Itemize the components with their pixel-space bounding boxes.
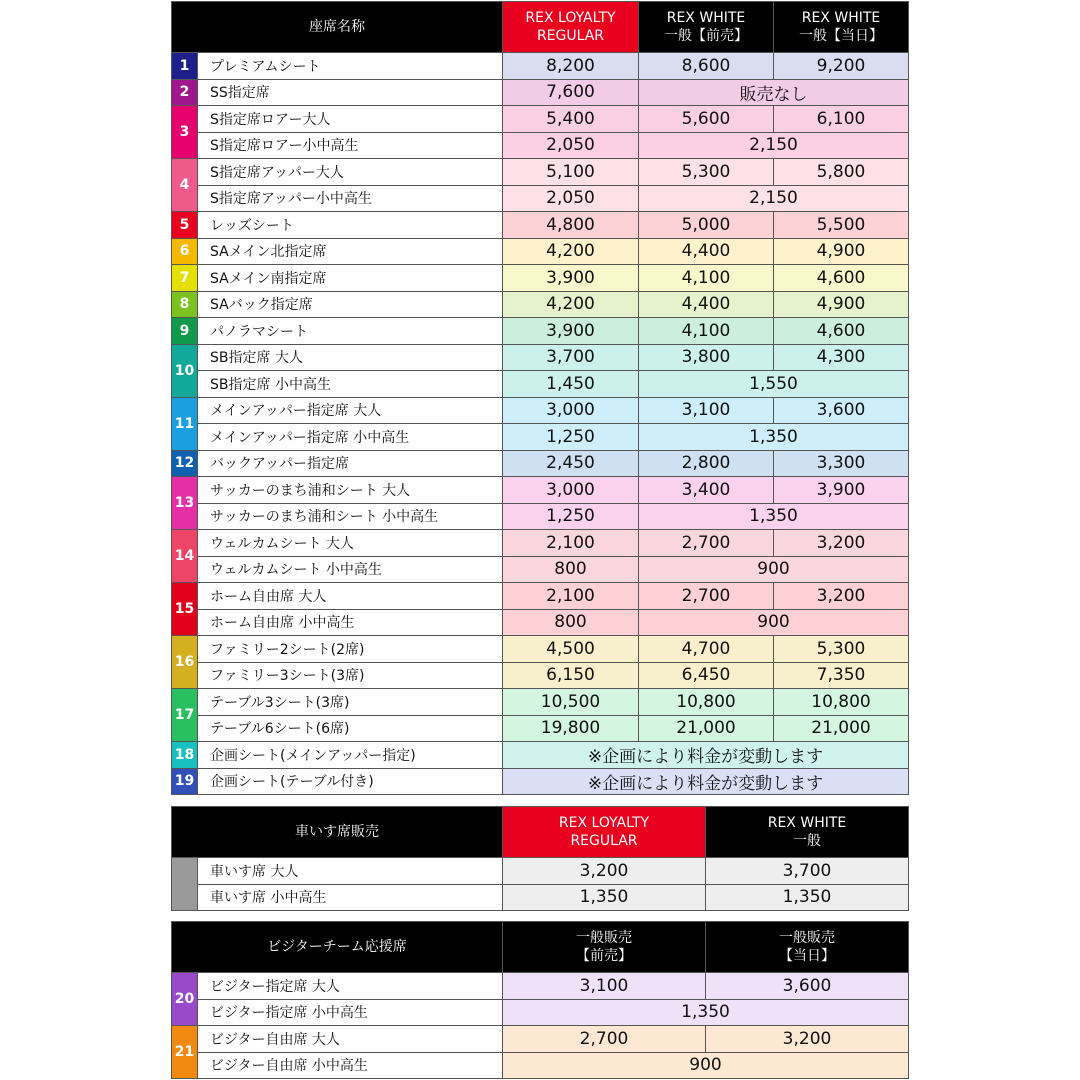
- price-general-dayof: 3,600: [706, 973, 909, 1000]
- seat-number-badge: 10: [172, 344, 198, 397]
- price-rex-white-advance: 5,300: [639, 159, 774, 186]
- seat-number-badge: 15: [172, 583, 198, 636]
- table-row: [172, 371, 909, 398]
- price-rex-loyalty: 1,250: [503, 503, 639, 530]
- seat-number-badge: 12: [172, 450, 198, 477]
- price-rex-loyalty: 10,500: [503, 689, 639, 716]
- seat-name: 車いす席 大人: [198, 858, 503, 885]
- table-row: [172, 689, 909, 716]
- price-rex-loyalty: 4,500: [503, 636, 639, 663]
- header-text: REX WHITE: [666, 10, 746, 26]
- price-rex-white-dayof: 3,200: [774, 530, 909, 557]
- seat-number-badge: 13: [172, 477, 198, 530]
- seat-name: パノラマシート: [198, 318, 503, 345]
- price-rex-white-dayof: 21,000: [774, 715, 909, 742]
- table-row: [172, 662, 909, 689]
- price-rex-loyalty: 3,900: [503, 318, 639, 345]
- price-rex-white-dayof: 4,600: [774, 265, 909, 292]
- seat-name: SAメイン南指定席: [198, 265, 503, 292]
- price-rex-white-advance: 3,800: [639, 344, 774, 371]
- header-text: 一般【当日】: [799, 28, 883, 44]
- seat-name: S指定席ロアー大人: [198, 106, 503, 133]
- price-rex-white-advance: 4,400: [639, 291, 774, 318]
- price-rex-loyalty: 2,050: [503, 185, 639, 212]
- seat-name: プレミアムシート: [198, 53, 503, 80]
- seat-name: 企画シート(テーブル付き): [198, 768, 503, 795]
- price-rex-white-dayof: 9,200: [774, 53, 909, 80]
- table-row: [172, 344, 909, 371]
- price-rex-white-dayof: 4,300: [774, 344, 909, 371]
- seat-number-badge: 2: [172, 79, 198, 106]
- price-rex-loyalty: 7,600: [503, 79, 639, 106]
- price-rex-white-advance: 2,700: [639, 583, 774, 610]
- header-rex-loyalty: [503, 807, 706, 858]
- wheelchair-header-row: [172, 807, 909, 858]
- header-text: REX LOYALTY: [558, 815, 650, 831]
- table-row: [172, 291, 909, 318]
- seat-name: ファミリー2シート(2席): [198, 636, 503, 663]
- seat-name: レッズシート: [198, 212, 503, 239]
- price-rex-loyalty: 8,200: [503, 53, 639, 80]
- price-rex-white-advance: 10,800: [639, 689, 774, 716]
- price-rex-loyalty: 5,400: [503, 106, 639, 133]
- seat-name: ホーム自由席 大人: [198, 583, 503, 610]
- seat-name: メインアッパー指定席 大人: [198, 397, 503, 424]
- price-rex-white-advance: 4,100: [639, 265, 774, 292]
- price-rex-white-dayof: 7,350: [774, 662, 909, 689]
- price-rex-white-dayof: 3,900: [774, 477, 909, 504]
- header-rex-white-dayof: [774, 2, 909, 53]
- header-visitor: ビジターチーム応援席: [172, 922, 503, 973]
- price-rex-white-advance: 2,700: [639, 530, 774, 557]
- seat-name: SAバック指定席: [198, 291, 503, 318]
- table-row: [172, 858, 909, 885]
- table-row: [172, 973, 909, 1000]
- price-rex-loyalty: 3,000: [503, 477, 639, 504]
- seat-number-badge: [172, 858, 198, 911]
- table-row: [172, 450, 909, 477]
- table-row: [172, 556, 909, 583]
- price-rex-white-dayof: 6,100: [774, 106, 909, 133]
- seat-name: ビジター指定席 大人: [198, 973, 503, 1000]
- table-row: [172, 132, 909, 159]
- table-row: [172, 1026, 909, 1053]
- seat-number-badge: 1: [172, 53, 198, 80]
- table-row: [172, 768, 909, 795]
- price-rex-white: 900: [639, 556, 909, 583]
- price-rex-loyalty: 4,800: [503, 212, 639, 239]
- price-rex-loyalty: 5,100: [503, 159, 639, 186]
- seat-number-badge: 16: [172, 636, 198, 689]
- seat-name: バックアッパー指定席: [198, 450, 503, 477]
- header-text: 一般【前売】: [664, 28, 748, 44]
- seat-number-badge: 4: [172, 159, 198, 212]
- seat-name: テーブル3シート(3席): [198, 689, 503, 716]
- price-rex-white-advance: 3,100: [639, 397, 774, 424]
- seat-name: ビジター指定席 小中高生: [198, 999, 503, 1026]
- table-row: [172, 238, 909, 265]
- price-rex-loyalty: 3,900: [503, 265, 639, 292]
- seat-name: メインアッパー指定席 小中高生: [198, 424, 503, 451]
- table-row: [172, 424, 909, 451]
- price-rex-white: 1,550: [639, 371, 909, 398]
- seat-name: 車いす席 小中高生: [198, 884, 503, 911]
- price-general-advance: 2,700: [503, 1026, 706, 1053]
- seat-number-badge: 11: [172, 397, 198, 450]
- seat-number-badge: 20: [172, 973, 198, 1026]
- price-rex-white-dayof: 4,900: [774, 238, 909, 265]
- price-rex-white-dayof: 3,600: [774, 397, 909, 424]
- table-row: [172, 53, 909, 80]
- seat-name: SB指定席 大人: [198, 344, 503, 371]
- seat-name: ウェルカムシート 小中高生: [198, 556, 503, 583]
- price-rex-white-advance: 4,400: [639, 238, 774, 265]
- seat-name: S指定席アッパー大人: [198, 159, 503, 186]
- header-text: REX WHITE: [767, 815, 847, 831]
- table-row: [172, 742, 909, 769]
- price-rex-white-advance: 21,000: [639, 715, 774, 742]
- seat-number-badge: 5: [172, 212, 198, 239]
- seat-number-badge: 19: [172, 768, 198, 795]
- price-rex-white-dayof: 3,200: [774, 583, 909, 610]
- seat-name: ビジター自由席 小中高生: [198, 1052, 503, 1079]
- seat-number-badge: 21: [172, 1026, 198, 1079]
- price-rex-white-dayof: 5,500: [774, 212, 909, 239]
- seat-name: ホーム自由席 小中高生: [198, 609, 503, 636]
- price-rex-loyalty: 2,100: [503, 530, 639, 557]
- seat-number-badge: 3: [172, 106, 198, 159]
- header-text: 一般販売: [576, 930, 633, 946]
- seat-number-badge: 18: [172, 742, 198, 769]
- visitor-header-row: [172, 922, 909, 973]
- seat-number-badge: 9: [172, 318, 198, 345]
- price-rex-white-dayof: 3,300: [774, 450, 909, 477]
- header-text: REGULAR: [570, 833, 638, 849]
- table-row: [172, 636, 909, 663]
- header-general-dayof: [706, 922, 909, 973]
- price-rex-white: 900: [639, 609, 909, 636]
- table-row: [172, 884, 909, 911]
- header-text: 一般販売: [779, 930, 836, 946]
- seat-number-badge: 17: [172, 689, 198, 742]
- table-row: [172, 212, 909, 239]
- table-row: [172, 503, 909, 530]
- price-rex-white-dayof: 5,300: [774, 636, 909, 663]
- seat-name: S指定席アッパー小中高生: [198, 185, 503, 212]
- price-rex-white-advance: 5,600: [639, 106, 774, 133]
- header-text: REGULAR: [536, 28, 605, 44]
- seat-name: ウェルカムシート 大人: [198, 530, 503, 557]
- price-rex-loyalty: 3,000: [503, 397, 639, 424]
- price-rex-white: 販売なし: [639, 79, 909, 106]
- price-rex-loyalty: 1,350: [503, 884, 706, 911]
- price-note: ※企画により料金が変動します: [503, 742, 909, 769]
- table-row: [172, 715, 909, 742]
- price-rex-white-advance: 4,100: [639, 318, 774, 345]
- price-general-advance: 3,100: [503, 973, 706, 1000]
- header-text: 一般: [793, 833, 821, 849]
- table-row: [172, 1052, 909, 1079]
- price-rex-white-dayof: 4,600: [774, 318, 909, 345]
- price-rex-loyalty: 4,200: [503, 238, 639, 265]
- seat-name: サッカーのまち浦和シート 小中高生: [198, 503, 503, 530]
- seat-name: ファミリー3シート(3席): [198, 662, 503, 689]
- price-rex-loyalty: 4,200: [503, 291, 639, 318]
- seat-name: ビジター自由席 大人: [198, 1026, 503, 1053]
- header-rex-loyalty: [503, 2, 639, 53]
- table-row: [172, 185, 909, 212]
- header-text: REX WHITE: [801, 10, 881, 26]
- seat-number-badge: 7: [172, 265, 198, 292]
- price-rex-white: 1,350: [639, 503, 909, 530]
- wheelchair-table: [171, 806, 909, 911]
- price-rex-loyalty: 19,800: [503, 715, 639, 742]
- main-header-row: [172, 2, 909, 53]
- price-rex-white-advance: 3,400: [639, 477, 774, 504]
- price-rex-loyalty: 1,450: [503, 371, 639, 398]
- header-text: REX LOYALTY: [525, 10, 616, 26]
- price-rex-white: 2,150: [639, 132, 909, 159]
- price-general: 1,350: [503, 999, 909, 1026]
- price-general: 900: [503, 1052, 909, 1079]
- price-rex-loyalty: 2,450: [503, 450, 639, 477]
- price-rex-white-dayof: 10,800: [774, 689, 909, 716]
- price-rex-white-advance: 8,600: [639, 53, 774, 80]
- table-row: [172, 530, 909, 557]
- seat-name: S指定席ロアー小中高生: [198, 132, 503, 159]
- seat-name: SS指定席: [198, 79, 503, 106]
- seat-name: 企画シート(メインアッパー指定): [198, 742, 503, 769]
- seat-name: テーブル6シート(6席): [198, 715, 503, 742]
- price-rex-loyalty: 6,150: [503, 662, 639, 689]
- price-rex-loyalty: 3,700: [503, 344, 639, 371]
- table-row: [172, 318, 909, 345]
- table-row: [172, 477, 909, 504]
- main-price-table: [171, 1, 909, 795]
- price-rex-loyalty: 800: [503, 556, 639, 583]
- header-rex-white-advance: [639, 2, 774, 53]
- price-rex-white-advance: 2,800: [639, 450, 774, 477]
- price-rex-loyalty: 2,050: [503, 132, 639, 159]
- price-rex-loyalty: 2,100: [503, 583, 639, 610]
- table-row: [172, 999, 909, 1026]
- table-row: [172, 397, 909, 424]
- visitor-table: [171, 921, 909, 1079]
- seat-number-badge: 8: [172, 291, 198, 318]
- price-rex-loyalty: 3,200: [503, 858, 706, 885]
- price-general-dayof: 3,200: [706, 1026, 909, 1053]
- seat-number-badge: 14: [172, 530, 198, 583]
- seat-name: SB指定席 小中高生: [198, 371, 503, 398]
- price-rex-white-general: 3,700: [706, 858, 909, 885]
- price-rex-white-general: 1,350: [706, 884, 909, 911]
- price-rex-white-advance: 4,700: [639, 636, 774, 663]
- header-general-advance: [503, 922, 706, 973]
- price-rex-loyalty: 1,250: [503, 424, 639, 451]
- table-row: [172, 106, 909, 133]
- header-seat-name: 座席名称: [172, 2, 503, 53]
- seat-name: SAメイン北指定席: [198, 238, 503, 265]
- table-row: [172, 159, 909, 186]
- header-text: 【前売】: [576, 948, 633, 964]
- price-rex-white-advance: 6,450: [639, 662, 774, 689]
- table-row: [172, 609, 909, 636]
- price-rex-white: 1,350: [639, 424, 909, 451]
- header-text: 【当日】: [779, 948, 836, 964]
- price-rex-white-advance: 5,000: [639, 212, 774, 239]
- table-row: [172, 79, 909, 106]
- header-wheelchair: 車いす席販売: [172, 807, 503, 858]
- seat-name: サッカーのまち浦和シート 大人: [198, 477, 503, 504]
- price-rex-white: 2,150: [639, 185, 909, 212]
- price-rex-white-dayof: 5,800: [774, 159, 909, 186]
- seat-number-badge: 6: [172, 238, 198, 265]
- table-row: [172, 265, 909, 292]
- header-rex-white-general: [706, 807, 909, 858]
- price-rex-white-dayof: 4,900: [774, 291, 909, 318]
- price-note: ※企画により料金が変動します: [503, 768, 909, 795]
- table-row: [172, 583, 909, 610]
- price-rex-loyalty: 800: [503, 609, 639, 636]
